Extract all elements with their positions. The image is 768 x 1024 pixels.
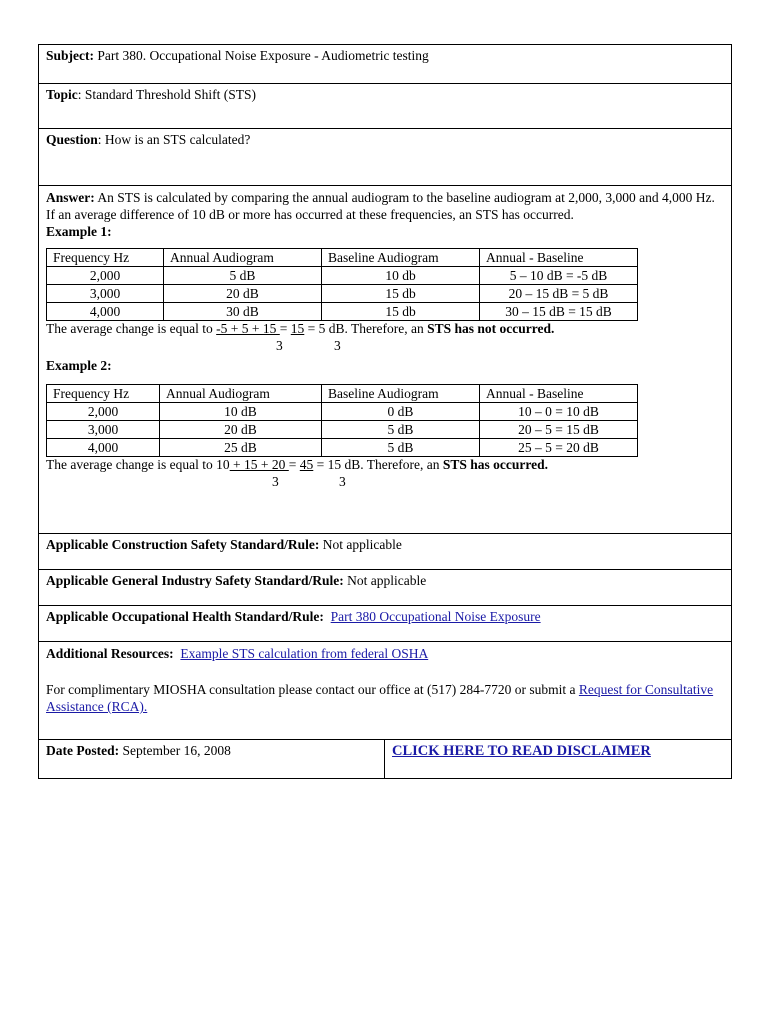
- avg-result: 45: [299, 457, 314, 472]
- health-label: Applicable Occupational Health Standard/Rule:: [46, 609, 324, 624]
- table-cell: 5 dB: [164, 267, 322, 285]
- date-label: Date Posted:: [46, 743, 120, 758]
- construction-row: [39, 534, 731, 570]
- topic-text: : Standard Threshold Shift (STS): [77, 87, 257, 102]
- table-cell: 2,000: [47, 267, 164, 285]
- avg-prefix: The average change is equal to: [46, 321, 217, 336]
- table-cell: 3,000: [47, 421, 160, 439]
- table-cell: 10 – 0 = 10 dB: [480, 403, 638, 421]
- example2-average-line: [46, 457, 724, 473]
- topic-label: Topic: [46, 87, 78, 102]
- table-cell: 20 – 15 dB = 5 dB: [480, 285, 638, 303]
- table-cell: 30 dB: [164, 303, 322, 321]
- avg-rest: = 15 dB. Therefore, an: [313, 457, 443, 472]
- table-cell: 20 dB: [164, 285, 322, 303]
- table-header: Annual Audiogram: [164, 249, 322, 267]
- avg-conclusion: STS has not occurred.: [427, 321, 555, 336]
- disclaimer-link[interactable]: CLICK HERE TO READ DISCLAIMER: [392, 743, 651, 759]
- construction-label: Applicable Construction Safety Standard/Rule:: [46, 537, 320, 552]
- consultation-text: For complimentary MIOSHA consultation please contact our office at (517) 284-7720 or submit a: [46, 682, 579, 697]
- question-row: [39, 129, 731, 186]
- table-header: Baseline Audiogram: [322, 249, 480, 267]
- table-header: Frequency Hz: [47, 249, 164, 267]
- table-cell: 4,000: [47, 439, 160, 457]
- avg-numerator: -5 + 5 + 15: [216, 321, 280, 336]
- health-standard-link[interactable]: Part 380 Occupational Noise Exposure: [330, 609, 541, 624]
- general-text: Not applicable: [343, 573, 427, 588]
- table-row: [47, 439, 638, 457]
- resources-label: Additional Resources:: [46, 646, 174, 661]
- table-cell: 20 dB: [160, 421, 322, 439]
- example2-table: [46, 384, 638, 457]
- avg-conclusion: STS has occurred.: [442, 457, 548, 472]
- table-cell: 5 dB: [322, 421, 480, 439]
- avg-prefix: The average change is equal to 10: [46, 457, 230, 472]
- table-row: [47, 421, 638, 439]
- table-cell: 3,000: [47, 285, 164, 303]
- osha-example-link[interactable]: Example STS calculation from federal OSHA: [180, 646, 429, 661]
- answer-paragraph: [46, 189, 724, 223]
- avg-equals: =: [288, 457, 300, 472]
- denominator: 3: [334, 338, 341, 353]
- table-header: Annual - Baseline: [480, 249, 638, 267]
- table-cell: 10 db: [322, 267, 480, 285]
- construction-text: Not applicable: [319, 537, 402, 552]
- avg-numerator: + 15 + 20: [229, 457, 289, 472]
- resources-line: [46, 645, 724, 662]
- table-cell: 15 db: [322, 285, 480, 303]
- avg-rest: = 5 dB. Therefore, an: [304, 321, 428, 336]
- example1-title: Example 1:: [46, 224, 112, 239]
- example1-average-line: [46, 321, 724, 337]
- date-text: September 16, 2008: [119, 743, 231, 758]
- answer-label: Answer:: [46, 190, 95, 205]
- example2-denominators: [46, 473, 724, 489]
- avg-result: 15: [290, 321, 305, 336]
- table-cell: 2,000: [47, 403, 160, 421]
- subject-row: [39, 45, 731, 84]
- rca-link[interactable]: Request for Consultative Assistance (RCA).: [46, 682, 714, 714]
- disclaimer-cell: [385, 740, 658, 778]
- topic-row: [39, 84, 731, 129]
- question-text: : How is an STS calculated?: [97, 132, 251, 147]
- date-cell: [39, 740, 385, 778]
- table-header-row: [47, 385, 638, 403]
- answer-text: An STS is calculated by comparing the annual audiogram to the baseline audiogram at 2,000, 3,000 and 4,000 Hz. If an average difference of 10 dB or more has occurred at these frequencies, an STS has occurred.: [46, 190, 715, 222]
- table-header: Annual - Baseline: [480, 385, 638, 403]
- table-header: Annual Audiogram: [160, 385, 322, 403]
- health-row: [39, 606, 731, 642]
- avg-equals: =: [279, 321, 291, 336]
- table-cell: 25 – 5 = 20 dB: [480, 439, 638, 457]
- general-label: Applicable General Industry Safety Standard/Rule:: [46, 573, 344, 588]
- question-label: Question: [46, 132, 98, 147]
- subject-label: Subject:: [46, 48, 94, 63]
- table-row: [47, 285, 638, 303]
- consultation-paragraph: [46, 681, 724, 715]
- table-cell: 20 – 5 = 15 dB: [480, 421, 638, 439]
- table-row: [47, 267, 638, 285]
- table-header: Frequency Hz: [47, 385, 160, 403]
- table-cell: 5 dB: [322, 439, 480, 457]
- table-cell: 15 db: [322, 303, 480, 321]
- denominator: 3: [339, 474, 346, 489]
- table-row: [47, 303, 638, 321]
- table-cell: 10 dB: [160, 403, 322, 421]
- subject-text: Part 380. Occupational Noise Exposure - Audiometric testing: [97, 48, 429, 63]
- table-cell: 5 – 10 dB = -5 dB: [480, 267, 638, 285]
- table-cell: 0 dB: [322, 403, 480, 421]
- table-cell: 25 dB: [160, 439, 322, 457]
- denominator: 3: [276, 338, 283, 353]
- table-header: Baseline Audiogram: [322, 385, 480, 403]
- example2-title: Example 2:: [46, 358, 112, 373]
- table-row: [47, 403, 638, 421]
- answer-row: [39, 186, 731, 534]
- date-disclaimer-row: [39, 740, 731, 779]
- general-industry-row: [39, 570, 731, 606]
- denominator: 3: [272, 474, 279, 489]
- example1-table: [46, 248, 638, 321]
- faq-sheet: [38, 44, 732, 779]
- example1-denominators: [46, 337, 724, 353]
- table-header-row: [47, 249, 638, 267]
- resources-row: [39, 642, 731, 740]
- table-cell: 30 – 15 dB = 15 dB: [480, 303, 638, 321]
- table-cell: 4,000: [47, 303, 164, 321]
